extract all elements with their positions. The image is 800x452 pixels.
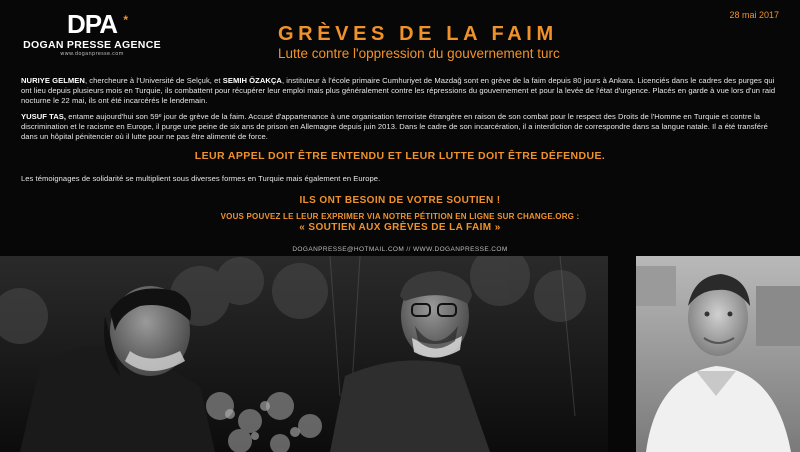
name-semih-ozakca: SEMIH ÖZAKÇA [222, 76, 282, 85]
name-yusuf-tas: YUSUF TAS, [21, 112, 67, 121]
photo-hunger-strikers [0, 256, 608, 452]
paragraph-gelmen-ozakca: NURIYE GELMEN, chercheure à l'Université de Selçuk, et SEMIH ÖZAKÇA, instituteur à l'école primaire Cumhuriyet de Mazdağ sont en grève de la faim depuis 80 jours à Ankara. Licenciés dans le cadres des purges qui ont lieu depuis plusieurs mois en Turquie, ils combattent pour récupérer leur emploi mais plus généralement contre les répressions du gouvernement et pour la levée de l'état d'urgence. Placés en garde à vue lors d'un raid nocturne le 22 mai, ils ont été incarcérés le lendemain. [21, 76, 776, 105]
headline-petition-name: « SOUTIEN AUX GRÈVES DE LA FAIM » [299, 222, 501, 233]
headline-petition: VOUS POUVEZ LE LEUR EXPRIMER VIA NOTRE PÉTITION EN LIGNE SUR CHANGE.ORG : [220, 212, 580, 221]
contact-info: DOGANPRESSE@HOTMAIL.COM // WWW.DOGANPRESSE.COM [292, 246, 508, 253]
paragraph-solidarity: Les témoignages de solidarité se multiplient sous diverses formes en Turquie mais également en Europe. [21, 174, 381, 183]
name-nuriye-gelmen: NURIYE GELMEN [21, 76, 85, 85]
page-title: GRÈVES DE LA FAIM [278, 23, 558, 45]
date: 28 mai 2017 [729, 10, 779, 20]
paragraph-yusuf-tas: YUSUF TAS, entame aujourd'hui son 59ᵉ jour de grève de la faim. Accusé d'appartenance à une organisation terroriste étrangère en raison de son combat pour le respect des Droits de l'Homme en Turquie et contre la discrimination et le racisme en Europe, il purge une peine de six ans de prison en Allemagne depuis juin 2013. Dans le cadre de son incarcération, il a interdiction de correspondre dans sa langue natale. Il a été transféré dans un hôpital pénitencier où il lutte pour ne pas être alimenté de force. [21, 112, 768, 141]
headline-support: ILS ONT BESOIN DE VOTRE SOUTIEN ! [299, 195, 501, 206]
page-subtitle: Lutte contre l'oppression du gouvernement turc [278, 46, 560, 61]
logo-mark: DPA * [67, 10, 117, 38]
headline-appeal: LEUR APPEL DOIT ÊTRE ENTENDU ET LEUR LUTTE DOIT ÊTRE DÉFENDUE. [194, 150, 606, 162]
title-block [278, 23, 560, 62]
photo-yusuf-tas [636, 256, 800, 452]
logo-url: www.doganpresse.com [60, 51, 124, 57]
logo-name: DOGAN PRESSE AGENCE [23, 39, 161, 51]
agency-logo [22, 10, 162, 57]
logo-star: * [123, 13, 127, 27]
